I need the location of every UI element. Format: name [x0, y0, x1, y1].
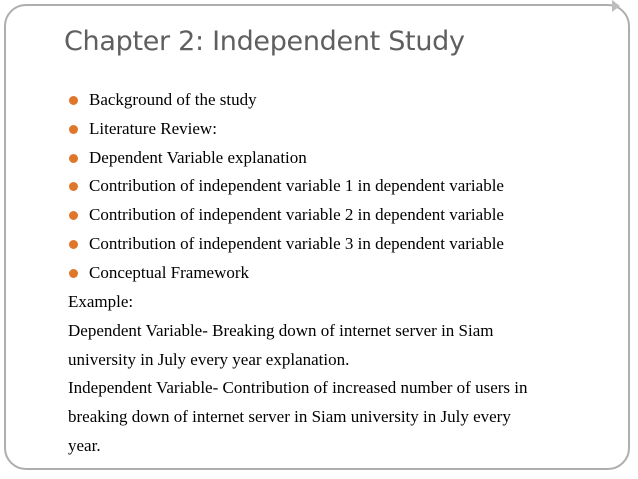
- bullet-text: Conceptual Framework: [89, 262, 250, 282]
- slide-nav-arrow-icon: [612, 0, 620, 12]
- bullet-dot-icon: [69, 96, 78, 105]
- example-line: year.: [68, 435, 101, 455]
- bullet-dot-icon: [69, 182, 78, 191]
- bullet-dot-icon: [69, 211, 78, 220]
- bullet-text: Dependent Variable explanation: [89, 147, 307, 167]
- bullet-item: [68, 201, 504, 230]
- example-line: university in July every year explanation.: [68, 349, 350, 369]
- bullet-text: Background of the study: [89, 90, 257, 109]
- bullet-dot-icon: [69, 154, 78, 163]
- bullet-text: Contribution of independent variable 1 in dependent variable: [89, 176, 504, 196]
- bullet-text: Contribution of independent variable 2 in dependent variable: [89, 205, 504, 225]
- bullet-dot-icon: [69, 269, 78, 278]
- bullet-text: Literature Review:: [89, 118, 217, 138]
- example-line: Dependent Variable- Breaking down of internet server in Siam: [68, 320, 494, 340]
- bullet-item: [68, 259, 504, 288]
- bullet-item: [68, 86, 504, 115]
- bullet-text: Contribution of independent variable 3 in dependent variable: [89, 233, 504, 253]
- example-heading: Example:: [68, 292, 134, 311]
- bullet-dot-icon: [69, 125, 78, 134]
- example-paragraph: [68, 288, 528, 461]
- bullet-item: [68, 144, 504, 173]
- example-line: breaking down of internet server in Siam university in July every: [68, 407, 511, 427]
- bullet-item: [68, 230, 504, 259]
- bullet-item: [68, 172, 504, 201]
- bullet-list: [68, 86, 504, 288]
- bullet-item: [68, 115, 504, 144]
- example-line: Independent Variable- Contribution of increased number of users in: [68, 378, 528, 398]
- bullet-dot-icon: [69, 240, 78, 249]
- slide-title: Chapter 2: Independent Study: [64, 26, 465, 57]
